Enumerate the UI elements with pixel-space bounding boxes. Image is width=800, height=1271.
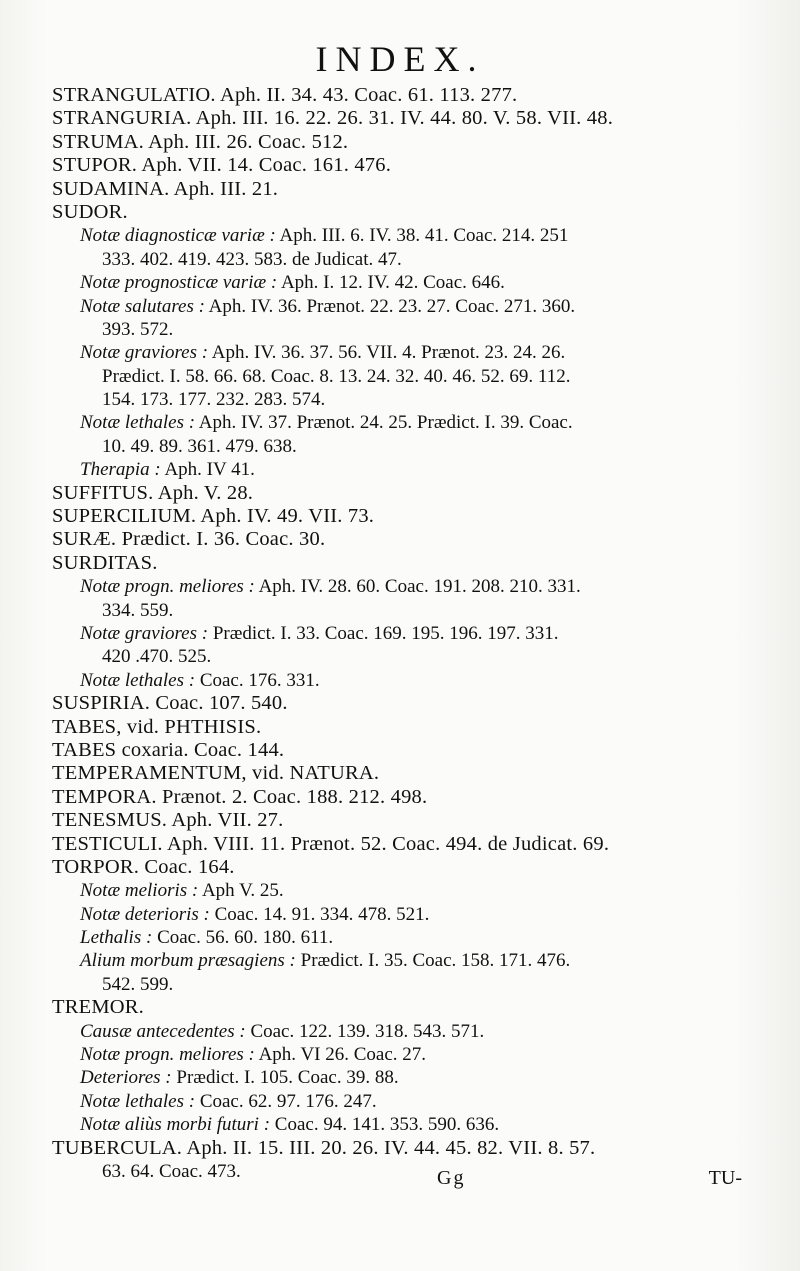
entry-references: Coac. 14. 91. 334. 478. 521. <box>214 903 430 925</box>
index-continuation-line <box>52 435 772 458</box>
subentry-label: Notæ aliùs morbi futuri : <box>80 1114 271 1136</box>
subentry-label: Deteriores : <box>80 1067 172 1089</box>
index-heading-line <box>52 154 772 177</box>
index-heading-line <box>52 1137 772 1160</box>
signature-mark: Gg <box>437 1167 466 1189</box>
entry-references: Aph. IV. 36. 37. 56. VII. 4. Prænot. 23. 24. 26. <box>211 342 566 364</box>
entry-references: Aph. III. 21. <box>173 177 279 200</box>
page-footer <box>52 1167 742 1191</box>
index-subentry-line <box>52 1066 772 1089</box>
entry-references: Prædict. I. 58. 66. 68. Coac. 8. 13. 24. 32. 40. 46. 52. 69. 112. <box>102 365 571 387</box>
index-continuation-line <box>52 318 772 341</box>
entry-references: Aph. VII. 27. <box>171 809 284 832</box>
entry-references: Coac. 62. 97. 176. 247. <box>199 1090 377 1112</box>
index-subentry-line <box>52 1020 772 1043</box>
entry-references: Prænot. 2. Coac. 188. 212. 498. <box>162 785 428 808</box>
entry-references: Coac. 164. <box>144 855 235 878</box>
entry-references: Aph. VIII. 11. Prænot. 52. Coac. 494. de Judicat. 69. <box>166 832 610 855</box>
entry-term: TABES, vid. <box>52 715 160 738</box>
entry-references: Aph. III. 6. IV. 38. 41. Coac. 214. 251 <box>279 225 569 247</box>
index-subentry-line <box>52 224 772 247</box>
index-continuation-line <box>52 388 772 411</box>
index-subentry-line <box>52 341 772 364</box>
entry-term: TREMOR. <box>52 996 144 1019</box>
subentry-label: Notæ salutares : <box>80 295 205 317</box>
entry-references: 334. 559. <box>102 599 174 621</box>
index-heading-line <box>52 786 772 809</box>
subentry-label: Notæ lethales : <box>80 1090 196 1112</box>
index-subentry-line <box>52 411 772 434</box>
index-subentry-line <box>52 271 772 294</box>
index-continuation-line <box>52 645 772 668</box>
page-title: INDEX. <box>315 39 485 79</box>
entry-term: SUDAMINA. <box>52 177 170 200</box>
index-heading-line <box>52 552 772 575</box>
index-subentry-line <box>52 295 772 318</box>
subentry-label: Therapia : <box>80 459 161 481</box>
entry-term: TENESMUS. <box>52 809 168 832</box>
index-continuation-line <box>52 365 772 388</box>
entry-references: 333. 402. 419. 423. 583. de Judicat. 47. <box>102 248 402 270</box>
index-heading-line <box>52 505 772 528</box>
index-subentry-line <box>52 949 772 972</box>
entry-term: TESTICULI. <box>52 832 163 855</box>
subentry-label: Notæ prognosticæ variæ : <box>80 272 278 294</box>
index-heading-line <box>52 833 772 856</box>
entry-references: Aph. IV. 49. VII. 73. <box>200 505 375 528</box>
entry-term: SUDOR. <box>52 200 128 223</box>
index-entries <box>52 84 772 1183</box>
entry-references: Prædict. I. 105. Coac. 39. 88. <box>176 1067 399 1089</box>
subentry-label: Causæ antecedentes : <box>80 1020 246 1042</box>
subentry-label: Notæ graviores : <box>80 622 209 644</box>
entry-term: SURÆ. <box>52 528 117 551</box>
subentry-label: Notæ lethales : <box>80 669 196 691</box>
subentry-label: Notæ melioris : <box>80 880 199 902</box>
subentry-label: Notæ deterioris : <box>80 903 210 925</box>
entry-term: STRANGULATIO. <box>52 84 216 106</box>
entry-references: NATURA. <box>289 762 380 785</box>
subentry-label: Lethalis : <box>80 927 153 949</box>
index-heading-line <box>52 107 772 130</box>
entry-references: 154. 173. 177. 232. 283. 574. <box>102 389 326 411</box>
entry-references: Coac. 122. 139. 318. 543. 571. <box>250 1020 485 1042</box>
entry-term: SUSPIRIA. <box>52 692 151 715</box>
index-heading-line <box>52 996 772 1019</box>
entry-term: SUFFITUS. <box>52 481 154 504</box>
index-heading-line <box>52 739 772 762</box>
entry-references: Aph. VII. 14. Coac. 161. 476. <box>141 154 392 177</box>
entry-references: Aph. IV 41. <box>164 459 255 481</box>
index-subentry-line <box>52 1090 772 1113</box>
entry-references: Aph. II. 15. III. 20. 26. IV. 44. 45. 82. VII. 8. 57. <box>186 1136 596 1159</box>
entry-references: 63. 64. Coac. 473. <box>102 1160 241 1182</box>
index-heading-line <box>52 201 772 224</box>
index-heading-line <box>52 131 772 154</box>
subentry-label: Notæ diagnosticæ variæ : <box>80 225 276 247</box>
index-continuation-line <box>52 248 772 271</box>
index-subentry-line <box>52 926 772 949</box>
index-heading-line <box>52 716 772 739</box>
entry-term: STRANGURIA. <box>52 107 192 130</box>
entry-references: Aph. IV. 37. Prænot. 24. 25. Prædict. I. 39. Coac. <box>198 412 573 434</box>
subentry-label: Notæ graviores : <box>80 342 209 364</box>
entry-references: Aph V. 25. <box>201 880 284 902</box>
entry-references: Aph. III. 16. 22. 26. 31. IV. 44. 80. V. 58. VII. 48. <box>195 107 614 130</box>
subentry-label: Alium morbum præsagiens : <box>80 950 296 972</box>
subentry-label: Notæ progn. meliores : <box>80 576 255 598</box>
entry-references: Prædict. I. 33. Coac. 169. 195. 196. 197. 331. <box>212 622 559 644</box>
index-subentry-line <box>52 903 772 926</box>
entry-term: STRUMA. <box>52 130 144 153</box>
index-subentry-line <box>52 458 772 481</box>
entry-references: Aph. IV. 36. Prænot. 22. 23. 27. Coac. 271. 360. <box>208 295 576 317</box>
entry-term: TUBERCULA. <box>52 1136 183 1159</box>
index-subentry-line <box>52 1043 772 1066</box>
entry-references: PHTHISIS. <box>164 715 262 738</box>
entry-references: Aph. IV. 28. 60. Coac. 191. 208. 210. 331. <box>258 576 581 598</box>
index-subentry-line <box>52 622 772 645</box>
entry-references: Coac. 56. 60. 180. 611. <box>157 927 334 949</box>
entry-references: Coac. 94. 141. 353. 590. 636. <box>274 1114 500 1136</box>
entry-term: SUPERCILIUM. <box>52 505 197 528</box>
subentry-label: Notæ progn. meliores : <box>80 1044 255 1066</box>
index-continuation-line <box>52 973 772 996</box>
entry-references: Coac. 144. <box>193 738 285 761</box>
index-subentry-line <box>52 575 772 598</box>
entry-term: TABES coxaria. <box>52 738 189 761</box>
index-heading-line <box>52 692 772 715</box>
entry-references: Coac. 107. 540. <box>155 692 288 715</box>
entry-references: Aph. V. 28. <box>157 481 254 504</box>
index-heading-line <box>52 84 772 107</box>
entry-references: Aph. VI 26. Coac. 27. <box>258 1044 427 1066</box>
index-heading-line <box>52 528 772 551</box>
entry-references: 393. 572. <box>102 318 174 340</box>
entry-references: 420 .470. 525. <box>102 646 212 668</box>
index-subentry-line <box>52 1113 772 1136</box>
index-heading-line <box>52 482 772 505</box>
entry-references: Aph. III. 26. Coac. 512. <box>148 130 349 153</box>
index-heading-line <box>52 178 772 201</box>
index-subentry-line <box>52 879 772 902</box>
entry-references: 542. 599. <box>102 973 174 995</box>
index-continuation-line <box>52 599 772 622</box>
entry-references: 10. 49. 89. 361. 479. 638. <box>102 435 297 457</box>
entry-references: Aph. I. 12. IV. 42. Coac. 646. <box>280 272 505 294</box>
index-heading-line <box>52 856 772 879</box>
entry-references: Coac. 176. 331. <box>199 669 320 691</box>
entry-term: TEMPORA. <box>52 785 157 808</box>
entry-references: Aph. II. 34. 43. Coac. 61. 113. 277. <box>219 84 518 106</box>
index-heading-line <box>52 809 772 832</box>
subentry-label: Notæ lethales : <box>80 412 196 434</box>
entry-term: TORPOR. <box>52 855 140 878</box>
entry-references: Prædict. I. 36. Coac. 30. <box>121 528 326 551</box>
entry-term: TEMPERAMENTUM, vid. <box>52 762 285 785</box>
entry-term: SURDITAS. <box>52 551 158 574</box>
catchword: TU- <box>708 1167 742 1189</box>
entry-term: STUPOR. <box>52 154 138 177</box>
index-heading-line <box>52 762 772 785</box>
index-subentry-line <box>52 669 772 692</box>
entry-references: Prædict. I. 35. Coac. 158. 171. 476. <box>300 950 571 972</box>
